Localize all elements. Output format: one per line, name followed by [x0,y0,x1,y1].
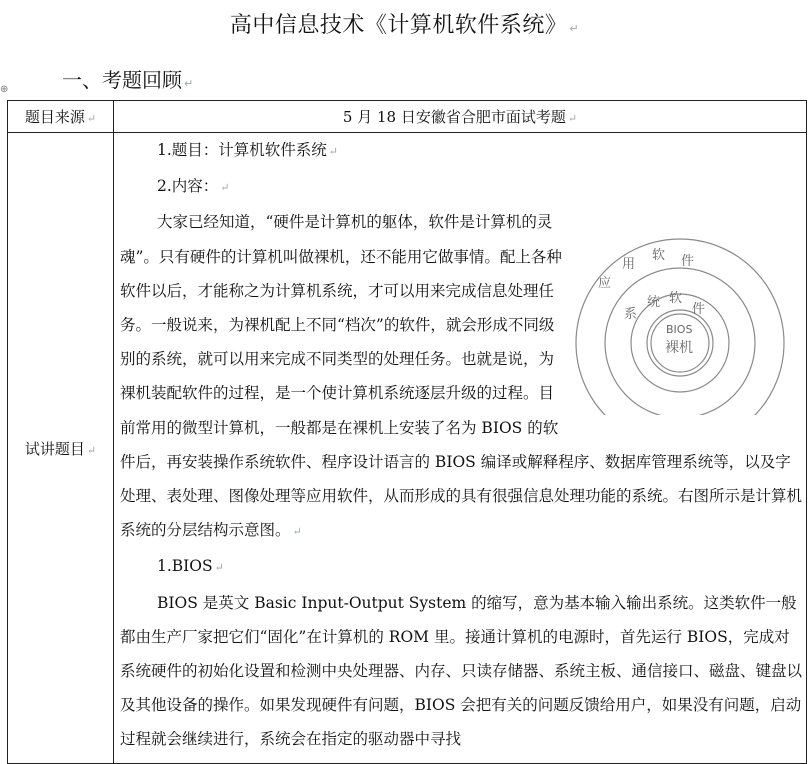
paragraph-mark: ↵ [567,112,578,125]
body-paragraph: BIOS 是英文 Basic Input-Output System 的缩写，意为基本输入输出系统。这类软件一般都由生产厂家把它们“固化”在计算机的 ROM 里。接通计算机的电源时，首先运行 BIOS，完成对系统硬件的初始化设置和检测中央处理器、内存、只读存储器、系统主板、通信接口、磁盘、键盘以及其他设备的操作。如果发现硬件有问题，BIOS 会把有关的问题反馈给用户，如果没有问题，启动过程就会继续进行，系统会在指定的驱动器中寻找 [120,593,803,749]
layer-diagram [562,205,802,415]
table-anchor-icon[interactable]: ⊕ [0,84,9,95]
middle-label-char: 件 [692,302,706,318]
paragraph-mark: ↵ [86,443,97,457]
body-paragraph: 应 用 软 件 系 统 软 件 BIOS 裸机 大家已经知道，“硬件是计算机的躯体，软件是计算机的灵魂”。只有硬件的计算机叫做裸机，还不能用它做事情。配上各种软件以后，才能称之为计算机系统，才可以用来完成信息处理任务。一般说来，为裸机配上不同“档次”的软件，就会形成不同级别的系统，就可以用来完成不同类型的处理任务。也就是说，为裸机装配软件的过程，是一个使计算机系统逐层升级的过程。目前常用的微型计算机，一般都是在裸机上安装了名为 BIOS 的软件后，再安装操作系统软件、程序设计语言的 BIOS 编译或解释程序、数据库管理系统等，以及字处理、表处理、图像处理等应用软件，从而形成的具有很强信息处理功能的系统。右图所示是计算机系统的分层结构示意图。 ↵ [114,205,806,549]
outer-label-char: 用 [622,257,636,273]
outer-label-char: 软 [652,248,666,264]
outer-label-char: 应 [598,276,612,292]
middle-label-char: 统 [647,295,661,311]
paragraph-mark: ↵ [184,77,194,90]
exam-table [7,100,807,764]
layer-diagram-svg [562,205,802,415]
item-bios: 1.BIOS ↵ [157,557,224,576]
paragraph-mark: ↵ [220,181,230,195]
topic-label-cell: 试讲题目 ↵ [8,133,114,764]
table-row [8,101,807,133]
item-content-label: 2.内容： ↵ [157,177,230,196]
item-title: 1.题目：计算机软件系统 ↵ [157,141,339,159]
bios-label: BIOS [666,323,693,337]
middle-label-char: 系 [624,307,638,323]
paragraph-mark: ↵ [569,22,580,35]
source-label-cell: 题目来源 ↵ [8,101,114,133]
middle-label-char: 软 [669,291,683,307]
core-label: 裸机 [665,340,693,357]
outer-label-char: 件 [681,254,695,270]
section-heading: 一、考题回顾 ↵ [62,68,194,92]
table-row [8,133,807,764]
paragraph-mark: ↵ [214,561,224,575]
paragraph-mark: ↵ [328,145,339,158]
paragraph-mark: ↵ [86,112,97,125]
source-value-cell: 5 月 18 日安徽省合肥市面试考题 ↵ [114,101,807,133]
paragraph-mark: ↵ [292,525,302,539]
document-title: 高中信息技术《计算机软件系统》 ↵ [229,13,580,38]
topic-content-cell [114,133,807,764]
